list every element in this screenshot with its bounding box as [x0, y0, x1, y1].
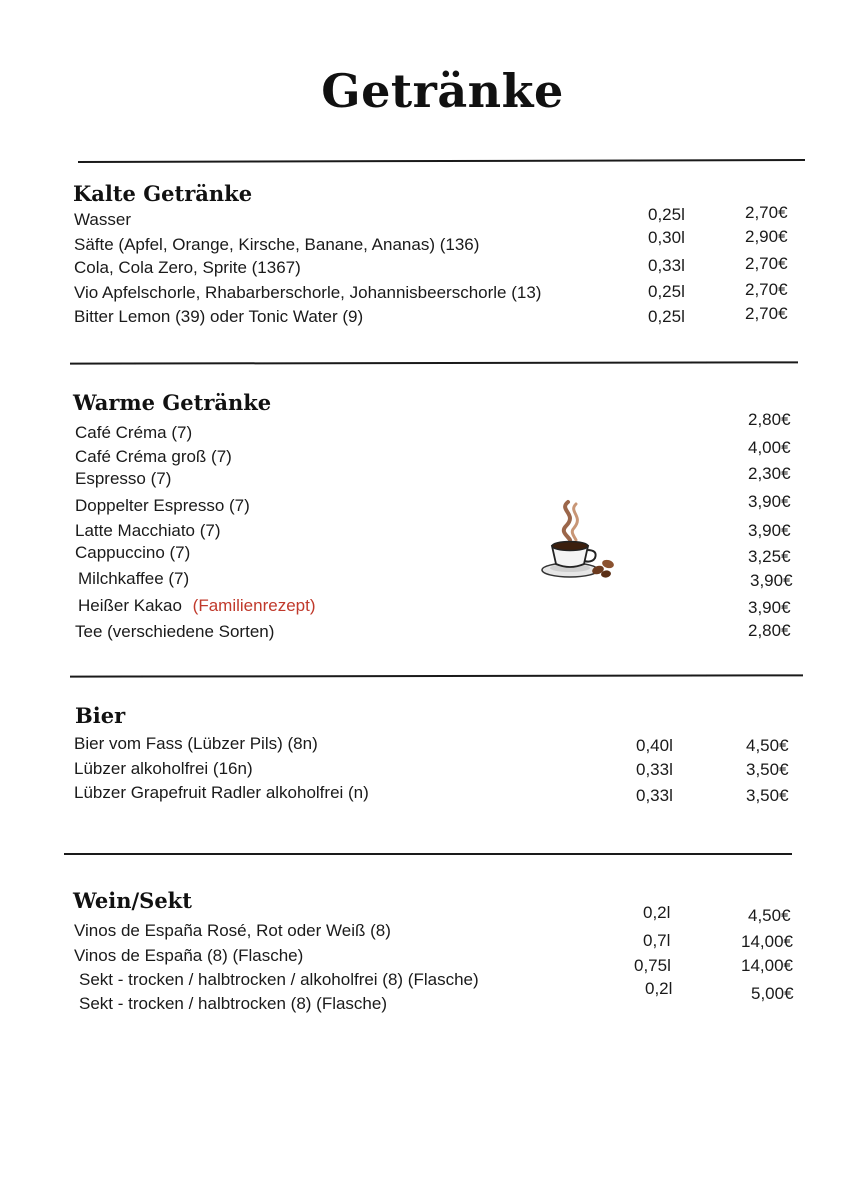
item-size: 0,30l — [648, 228, 685, 247]
item-size: 0,2l — [643, 903, 671, 922]
item-price: 2,90€ — [745, 227, 788, 246]
item-price: 3,90€ — [748, 521, 791, 540]
item-size: 0,33l — [636, 760, 673, 779]
section-heading-kalte: Kalte Getränke — [73, 181, 253, 206]
item-name: Sekt - trocken / halbtrocken / alkoholfrei (8) (Flasche) — [79, 970, 479, 989]
section-heading-bier: Bier — [75, 703, 126, 728]
item-price: 2,70€ — [745, 254, 788, 273]
divider — [70, 361, 798, 364]
item-name: Tee (verschiedene Sorten) — [75, 622, 275, 641]
item-name: Latte Macchiato (7) — [75, 521, 221, 540]
item-name: Vio Apfelschorle, Rhabarberschorle, Johannisbeerschorle (13) — [74, 283, 542, 302]
item-size: 0,7l — [643, 931, 671, 950]
item-price: 3,50€ — [746, 760, 789, 779]
item-name: Espresso (7) — [75, 469, 172, 488]
item-size: 0,25l — [648, 205, 685, 224]
item-name: Milchkaffee (7) — [78, 569, 190, 588]
item-name: Café Créma groß (7) — [75, 447, 232, 466]
item-price: 2,80€ — [748, 621, 791, 640]
item-size: 0,25l — [648, 307, 685, 326]
item-name: Bier vom Fass (Lübzer Pils) (8n) — [74, 734, 318, 753]
item-name: Cola, Cola Zero, Sprite (1367) — [74, 258, 301, 277]
item-price: 4,50€ — [748, 906, 791, 925]
item-name: Lübzer Grapefruit Radler alkoholfrei (n) — [74, 783, 369, 802]
item-note: (Familienrezept) — [192, 596, 316, 615]
item-name: Bitter Lemon (39) oder Tonic Water (9) — [74, 307, 364, 326]
item-name: Säfte (Apfel, Orange, Kirsche, Banane, Ananas) (136) — [74, 235, 480, 254]
item-price: 3,90€ — [748, 492, 791, 511]
item-size: 0,40l — [636, 736, 673, 755]
item-price: 3,90€ — [748, 598, 791, 617]
divider — [70, 674, 803, 677]
item-price: 4,50€ — [746, 736, 789, 755]
item-price: 2,70€ — [745, 280, 788, 299]
item-price: 14,00€ — [741, 932, 793, 951]
item-price: 2,80€ — [748, 410, 791, 429]
item-price: 3,25€ — [748, 547, 791, 566]
page-title: Getränke — [321, 64, 564, 118]
item-name: Vinos de España Rosé, Rot oder Weiß (8) — [74, 921, 391, 940]
item-name: Wasser — [74, 210, 131, 229]
coffee-cup-icon — [540, 498, 620, 582]
item-name: Cappuccino (7) — [75, 543, 191, 562]
item-name: Café Créma (7) — [75, 423, 193, 442]
item-name: Vinos de España (8) (Flasche) — [74, 946, 304, 965]
item-name — [78, 596, 315, 616]
item-size: 0,75l — [634, 956, 671, 975]
item-price: 2,70€ — [745, 304, 788, 323]
divider — [64, 853, 792, 855]
item-size: 0,33l — [636, 786, 673, 805]
item-name: Lübzer alkoholfrei (16n) — [74, 759, 253, 778]
item-size: 0,2l — [645, 979, 673, 998]
item-price: 5,00€ — [751, 984, 794, 1003]
item-price: 3,50€ — [746, 786, 789, 805]
item-name: Doppelter Espresso (7) — [75, 496, 250, 515]
divider — [78, 159, 805, 163]
section-heading-warme: Warme Getränke — [73, 390, 272, 415]
item-size: 0,25l — [648, 282, 685, 301]
item-price: 14,00€ — [741, 956, 793, 975]
item-price: 4,00€ — [748, 438, 791, 457]
section-heading-wein: Wein/Sekt — [73, 888, 192, 913]
item-size: 0,33l — [648, 256, 685, 275]
item-name: Sekt - trocken / halbtrocken (8) (Flasche) — [79, 994, 388, 1013]
item-price: 3,90€ — [750, 571, 793, 590]
item-price: 2,30€ — [748, 464, 791, 483]
item-name-text: Heißer Kakao — [78, 596, 182, 615]
item-price: 2,70€ — [745, 203, 788, 222]
